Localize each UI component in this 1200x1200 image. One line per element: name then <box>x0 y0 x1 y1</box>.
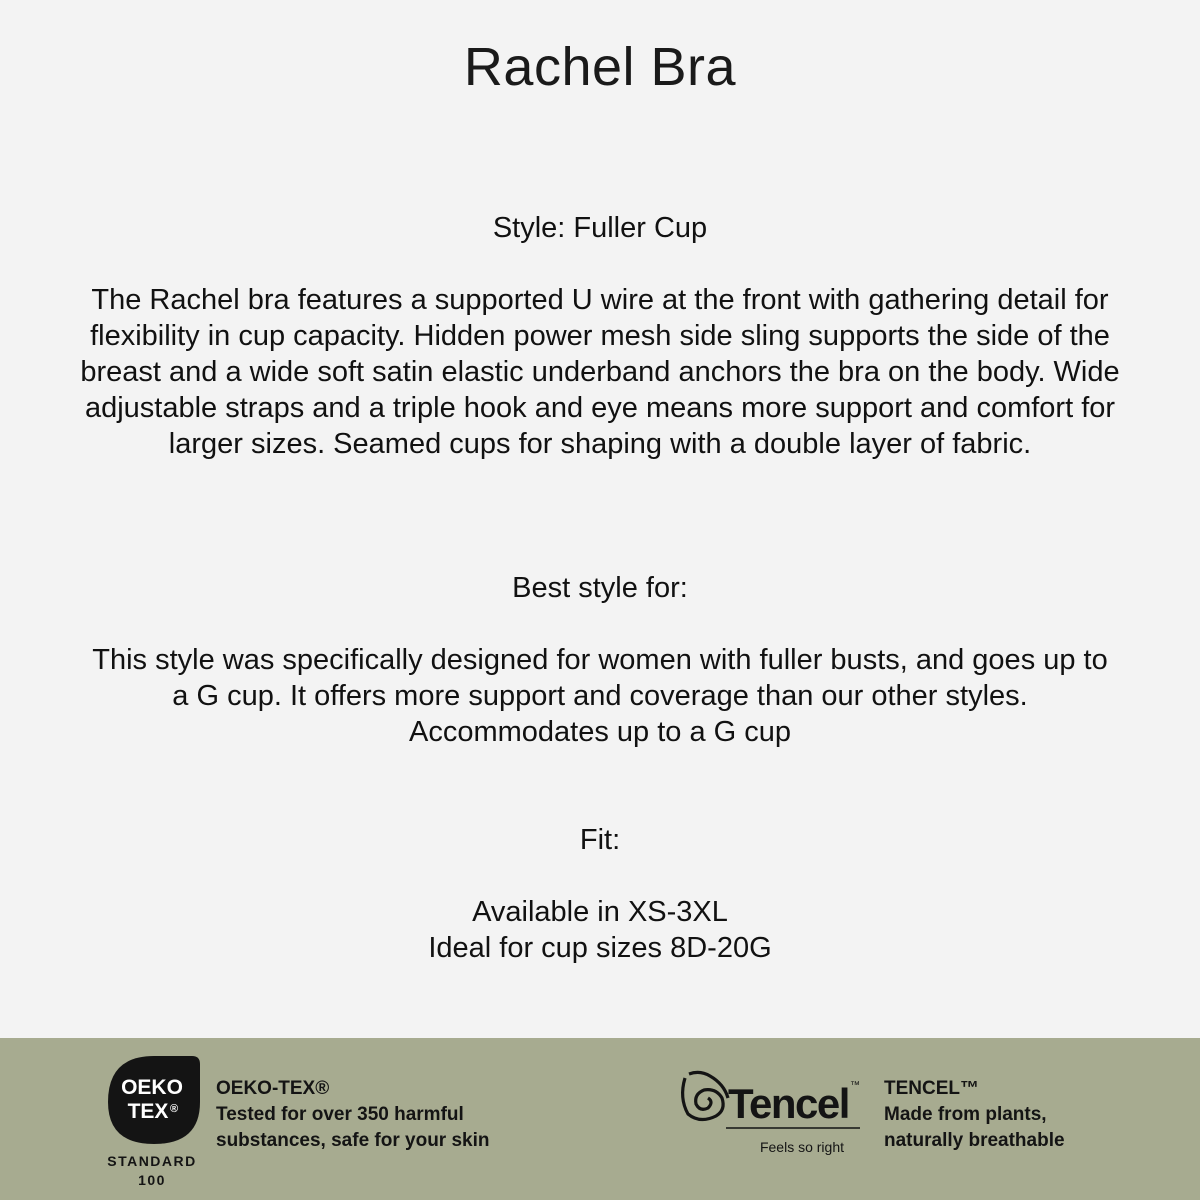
tencel-tagline: Feels so right <box>759 1139 845 1155</box>
oeko-logo-reg-text: ® <box>169 1103 179 1115</box>
oeko-logo-number-text: 100 <box>138 1172 166 1188</box>
style-description: The Rachel bra features a supported U wire at the front with gathering detail for flexibility in cup capacity. Hidden power mesh side sling supports the side of the breast and a wide soft satin elastic underband anchors the bra on the body. Wide adjustable straps and a triple hook and eye means more support and comfort for larger sizes. Seamed cups for shaping with a double layer of fabric. <box>80 284 1120 460</box>
tencel-info <box>884 1076 1065 1154</box>
page-title: Rachel Bra <box>463 37 737 97</box>
oeko-logo-mid-text: TEX <box>127 1100 169 1123</box>
best-style-label: Best style for: <box>512 572 688 604</box>
tencel-logo-word: Tencel <box>728 1080 849 1127</box>
oeko-tex-heading: OEKO-TEX® <box>216 1078 330 1099</box>
best-style-description: This style was specifically designed for women with fuller busts, and goes up to a G cup. It offers more support and coverage than our other styles. Accommodates up to a G cup <box>92 644 1108 748</box>
tencel-logo-icon <box>676 1068 866 1158</box>
oeko-tex-info <box>216 1076 490 1154</box>
style-label: Style: Fuller Cup <box>492 212 708 244</box>
oeko-tex-logo-icon <box>104 1054 204 1194</box>
oeko-tex-line2: substances, safe for your skin <box>216 1130 490 1151</box>
tencel-heading: TENCEL™ <box>884 1078 979 1099</box>
oeko-logo-standard-text: STANDARD <box>107 1153 197 1169</box>
fit-label: Fit: <box>579 824 621 856</box>
tencel-line2: naturally breathable <box>884 1130 1065 1151</box>
oeko-logo-top-text: OEKO <box>121 1076 183 1099</box>
certification-footer <box>0 1038 1200 1200</box>
tencel-logo-tm: ™ <box>850 1080 860 1091</box>
tencel-line1: Made from plants, <box>884 1104 1047 1125</box>
oeko-tex-line1: Tested for over 350 harmful <box>216 1104 464 1125</box>
fit-cup-sizes: Ideal for cup sizes 8D-20G <box>428 932 772 964</box>
fit-availability: Available in XS-3XL <box>472 896 728 928</box>
